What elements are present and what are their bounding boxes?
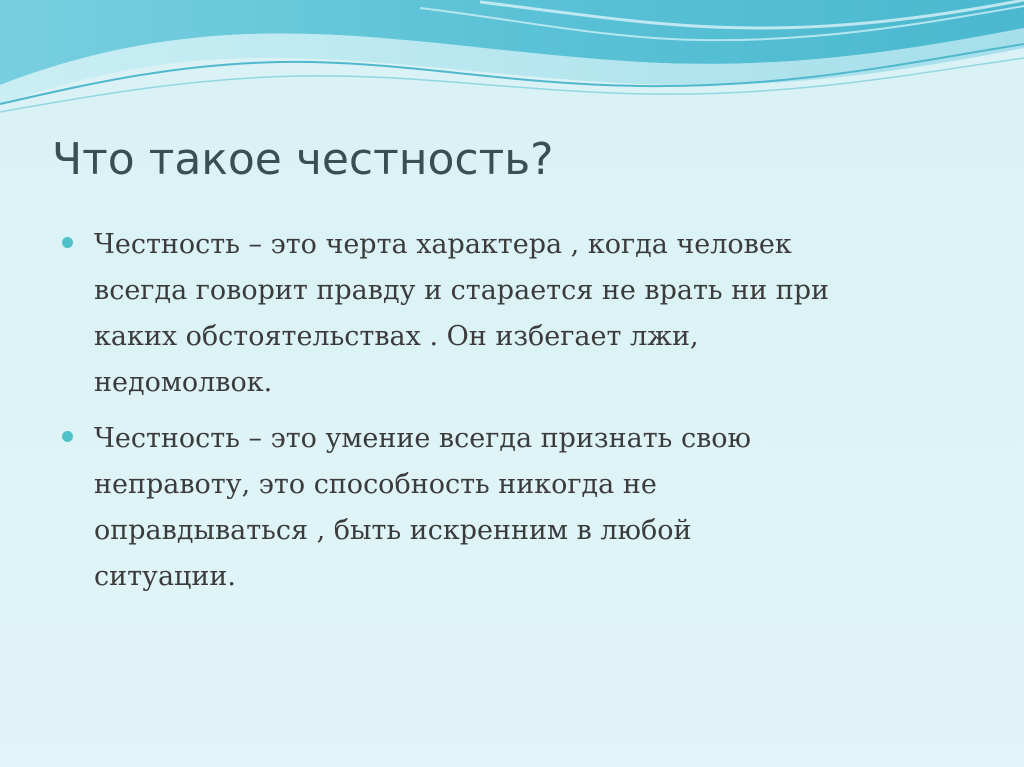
bullet-text: Честность – это умение всегда признать свою неправоту, это способность никогда не оправдываться , быть искренним в любой ситуации. (94, 423, 752, 592)
bullet-list (58, 222, 938, 610)
bullet-dot-icon (62, 237, 73, 248)
bullet-item (58, 416, 938, 600)
slide-title: Что такое честность? (52, 134, 554, 185)
bullet-text: Честность – это черта характера , когда человек всегда говорит правду и старается не врать ни при каких обстоятельствах . Он избегает лжи, недомолвок. (94, 229, 830, 398)
bullet-item (58, 222, 938, 406)
wave-decoration (0, 0, 1024, 130)
bullet-dot-icon (62, 431, 73, 442)
